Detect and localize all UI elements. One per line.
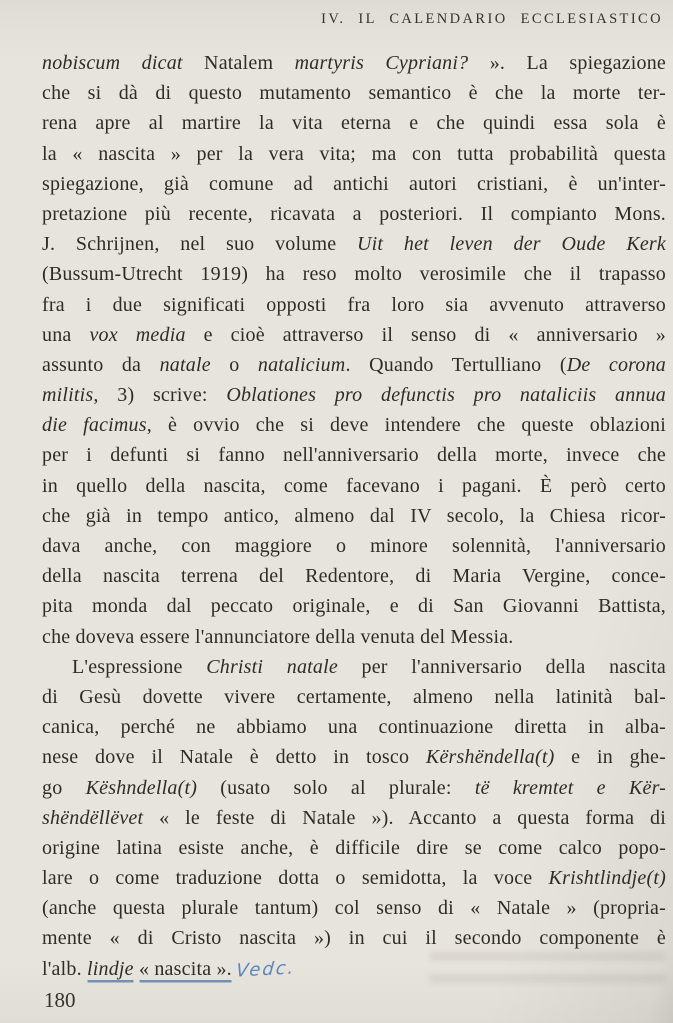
text-segment: ». La spiegazione: [468, 52, 667, 74]
text-segment: che si dà di questo mutamento semantico è che la morte ter-: [42, 82, 666, 105]
text-line: [42, 531, 666, 561]
text-line: [42, 501, 666, 531]
text-segment: assunto da: [42, 353, 160, 376]
text-segment: una: [42, 323, 90, 346]
text-segment: nese dove il Natale è detto in tosco: [42, 746, 426, 769]
text-line: [42, 290, 666, 320]
text-line: [42, 652, 666, 682]
text-segment: Oblationes pro defunctis pro nataliciis annua: [226, 384, 666, 407]
text-line: [42, 440, 666, 470]
text-segment: lare o come traduzione dotta o semidotta, la voce: [42, 867, 549, 890]
text-segment: dava anche, con maggiore o minore solennità, l'anniversario: [42, 535, 666, 557]
text-line: [42, 742, 666, 772]
text-line: [42, 893, 666, 923]
text-line: [42, 561, 666, 591]
text-segment: e cioè attraverso il senso di « anniversario »: [185, 323, 666, 346]
text-segment: martyris Cypriani?: [294, 52, 469, 74]
text-segment: pita monda dal peccato originale, e di San Giovanni Battista,: [42, 595, 666, 618]
text-line: [42, 350, 666, 380]
text-segment: vox media: [89, 323, 186, 346]
running-header: IV. IL CALENDARIO ECCLESIASTICO: [321, 11, 663, 27]
text-line: [42, 682, 666, 712]
text-line: [42, 199, 666, 229]
text-segment: të kremtet e Kër-: [474, 776, 667, 799]
text-line: [42, 78, 666, 108]
text-segment: go: [42, 776, 86, 799]
text-line: [42, 320, 666, 350]
text-segment: militis: [42, 384, 94, 407]
text-segment: nobiscum dicat: [42, 52, 183, 74]
text-line: [42, 229, 666, 259]
text-segment: . Quando Tertulliano (: [345, 353, 567, 376]
text-line: [42, 169, 666, 199]
text-segment: , 3) scrive:: [93, 384, 227, 407]
text-segment: spiegazione, già comune ad antichi autori cristiani, è un'inter-: [42, 172, 666, 195]
text-segment: J. Schrijnen, nel suo volume: [42, 233, 357, 256]
text-segment: die facimus: [42, 414, 147, 437]
text-segment: canica, perché ne abbiamo una continuazione diretta in alba-: [42, 716, 666, 739]
text-line: [42, 923, 666, 953]
text-segment: mente « di Cristo nascita ») in cui il secondo componente è: [42, 927, 666, 950]
text-segment: Krishtlindje(t): [548, 867, 666, 890]
text-segment: Natalem: [182, 52, 295, 74]
text-segment: Christi natale: [206, 655, 338, 678]
text-segment: in quello della nascita, come facevano i pagani. È però certo: [42, 474, 666, 497]
text-line: [42, 471, 666, 501]
text-line: [42, 833, 666, 863]
text-segment: della nascita terrena del Redentore, di Maria Vergine, conce-: [42, 565, 666, 588]
text-line: [42, 863, 666, 893]
text-line: [42, 803, 666, 833]
text-line: [42, 954, 666, 984]
text-segment: che già in tempo antico, almeno dal IV secolo, la Chiesa ricor-: [42, 504, 666, 527]
text-segment: shëndëllëvet: [42, 806, 144, 829]
text-segment: natale: [159, 353, 211, 376]
text-segment: Uit het leven der Oude Kerk: [357, 233, 666, 256]
text-segment: (anche questa plurale tantum) col senso di « Natale » (propria-: [42, 897, 666, 920]
text-segment: o: [210, 353, 258, 376]
text-line: [42, 712, 666, 742]
text-segment: Kërshëndella(t): [425, 746, 555, 769]
text-segment: rena apre al martire la vita eterna e che quindi essa sola è: [42, 112, 666, 135]
text-segment: e in ghe-: [554, 746, 666, 769]
text-segment: natalicium: [257, 353, 346, 376]
text-segment: la « nascita » per la vera vita; ma con tutta probabilità questa: [42, 142, 666, 165]
text-segment: per i defunti si fanno nell'anniversario della morte, invece che: [42, 444, 666, 467]
text-line: [42, 380, 666, 410]
handwritten-note: Vedc.: [235, 957, 297, 982]
text-segment: l'alb.: [42, 957, 87, 980]
page-number: 180: [44, 988, 76, 1012]
text-line: [42, 48, 666, 78]
text-segment: che doveva essere l'annunciatore della venuta del Messia.: [42, 625, 514, 648]
text-line: [42, 591, 666, 621]
text-segment: (usato solo al plurale:: [197, 776, 475, 799]
text-line: [42, 773, 666, 803]
text-line: [42, 410, 666, 440]
text-segment: (Bussum-Utrecht 1919) ha reso molto verosimile che il trapasso: [42, 263, 666, 286]
text-segment: Këshndella(t): [85, 776, 198, 799]
text-line: [42, 139, 666, 169]
text-segment: lindje: [87, 957, 134, 980]
text-segment: pretazione più recente, ricavata a posteriori. Il compianto Mons.: [42, 202, 666, 225]
text-segment: fra i due significati opposti fra loro sia avvenuto attraverso: [42, 293, 666, 316]
text-line: [42, 108, 666, 138]
text-segment: per l'anniversario della nascita: [337, 655, 666, 678]
text-segment: di Gesù dovette vivere certamente, almeno nella latinità bal-: [42, 685, 666, 708]
text-segment: origine latina esiste anche, è difficile dire se come calco popo-: [42, 836, 666, 859]
text-line: [42, 259, 666, 289]
text-block: [42, 48, 666, 984]
text-segment: De corona: [566, 353, 666, 376]
text-segment: « nascita ».: [138, 957, 232, 980]
text-segment: , è ovvio che si deve intendere che queste oblazioni: [146, 414, 666, 437]
text-segment: « le feste di Natale »). Accanto a questa forma di: [143, 806, 666, 829]
text-segment: L'espressione: [72, 655, 207, 678]
text-line: [42, 622, 666, 652]
